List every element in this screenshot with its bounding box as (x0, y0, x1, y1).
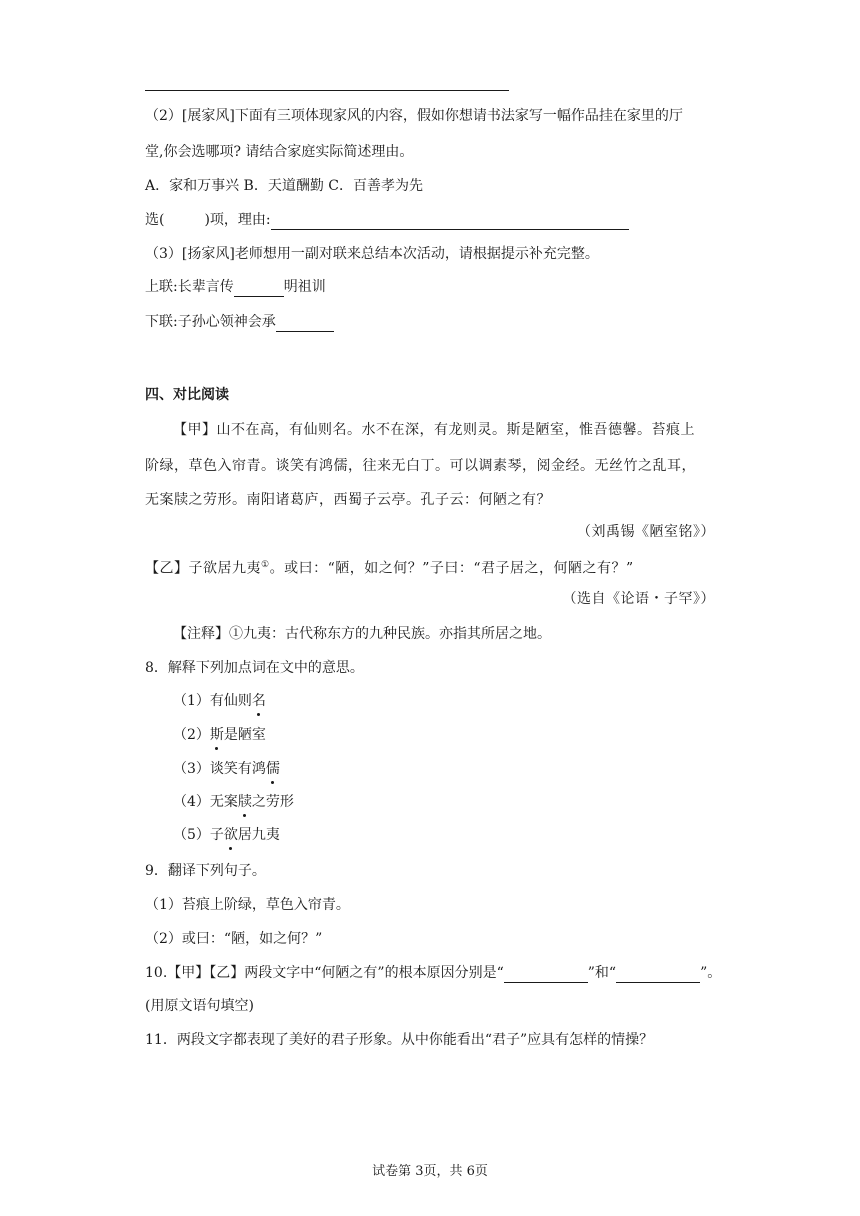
q8-item-3-dotted: 儒 (265, 761, 280, 777)
q2-options: A．家和万事兴 B．天道酬勤 C．百善孝为先 (145, 178, 424, 194)
q9-sentence-1: （1）苔痕上阶绿，草色入帘青。 (145, 897, 350, 913)
jia-source: （刘禹锡《陋室铭》） (577, 524, 715, 540)
q8-item-5 (173, 825, 280, 845)
couplet-upper-blank (234, 280, 284, 297)
q8-item-4-post: 之劳形 (251, 794, 294, 810)
jia-line1: 【甲】山不在高，有仙则名。水不在深，有龙则灵。斯是陋室，惟吾德馨。苔痕上 (173, 422, 695, 438)
q8-item-5-pre: （5）子 (173, 827, 224, 843)
q3-line1: （3）[扬家风]老师想用一副对联来总结本次活动，请根据提示补充完整。 (145, 246, 599, 262)
q2-line2: 堂,你会选哪项? 请结合家庭实际简述理由。 (145, 144, 414, 160)
q10-blank-1 (504, 966, 588, 983)
couplet-lower-prefix: 下联:子孙心领神会承 (145, 314, 276, 330)
q2-select-mid: )项，理由: (204, 212, 271, 228)
couplet-upper-suffix: 明祖训 (283, 279, 326, 295)
q8-item-5-post: 居九夷 (237, 827, 280, 843)
q10-suffix: ”。 (700, 965, 722, 981)
q8-item-3-pre: （3）谈笑有鸿 (173, 761, 266, 777)
couplet-lower (145, 312, 334, 332)
jia-line2: 阶绿，草色入帘青。谈笑有鸿儒，往来无白丁。可以调素琴，阅金经。无丝竹之乱耳， (145, 458, 696, 474)
q8-item-1 (173, 691, 266, 711)
couplet-upper (145, 277, 326, 297)
yi-line-suffix: 。或曰：“陋，如之何？”子曰：“君子居之，何陋之有？” (269, 560, 634, 577)
couplet-lower-blank (276, 315, 334, 332)
q2-select-line (145, 210, 629, 230)
section-heading: 四、对比阅读 (145, 387, 229, 403)
yi-note-mark: ① (261, 560, 270, 570)
q8-item-3 (173, 759, 280, 779)
q8-item-4 (173, 792, 294, 812)
q8-item-2 (173, 725, 266, 745)
yi-source: （选自《论语・子罕》） (562, 591, 715, 607)
q8-item-2-post: 是陋室 (223, 727, 266, 743)
couplet-upper-prefix: 上联:长辈言传 (145, 279, 234, 295)
q9-stem: 9．翻译下列句子。 (145, 863, 266, 879)
q10-blank-2 (616, 966, 700, 983)
q8-item-1-pre: （1）有仙则 (173, 693, 252, 709)
q10-prefix: 10.【甲】【乙】两段文字中“何陋之有”的根本原因分别是“ (145, 965, 504, 981)
jia-line3: 无案牍之劳形。南阳诸葛庐，西蜀子云亭。孔子云：何陋之有？ (145, 492, 551, 508)
q8-item-1-dotted: 名 (251, 693, 266, 709)
q2-select-prefix: 选( (145, 212, 165, 228)
q8-item-5-dotted: 欲 (223, 827, 238, 843)
q2-line1: （2）[展家风]下面有三项体现家风的内容，假如你想请书法家写一幅作品挂在家里的厅 (145, 108, 683, 124)
q10-mid: ”和“ (587, 965, 617, 981)
q8-stem: 8．解释下列加点词在文中的意思。 (145, 660, 364, 676)
q8-item-2-dotted: 斯 (209, 727, 224, 743)
annotation: 【注释】①九夷：古代称东方的九种民族。亦指其所居之地。 (173, 626, 551, 642)
q8-item-2-pre: （2） (173, 727, 210, 743)
q9-sentence-2: （2）或曰：“陋，如之何？” (145, 931, 323, 947)
page-footer: 试卷第 3页，共 6页 (372, 1164, 488, 1179)
yi-line (145, 555, 634, 579)
q8-item-4-dotted: 牍 (237, 794, 252, 810)
q10-line1 (145, 963, 721, 983)
q2-reason-blank (271, 213, 629, 230)
answer-line-top (145, 90, 509, 91)
yi-line-prefix: 【乙】子欲居九夷 (145, 560, 261, 577)
q8-item-4-pre: （4）无案 (173, 794, 238, 810)
q10-line2: (用原文语句填空) (145, 998, 254, 1014)
q11-stem: 11．两段文字都表现了美好的君子形象。从中你能看出“君子”应具有怎样的情操？ (145, 1032, 654, 1048)
